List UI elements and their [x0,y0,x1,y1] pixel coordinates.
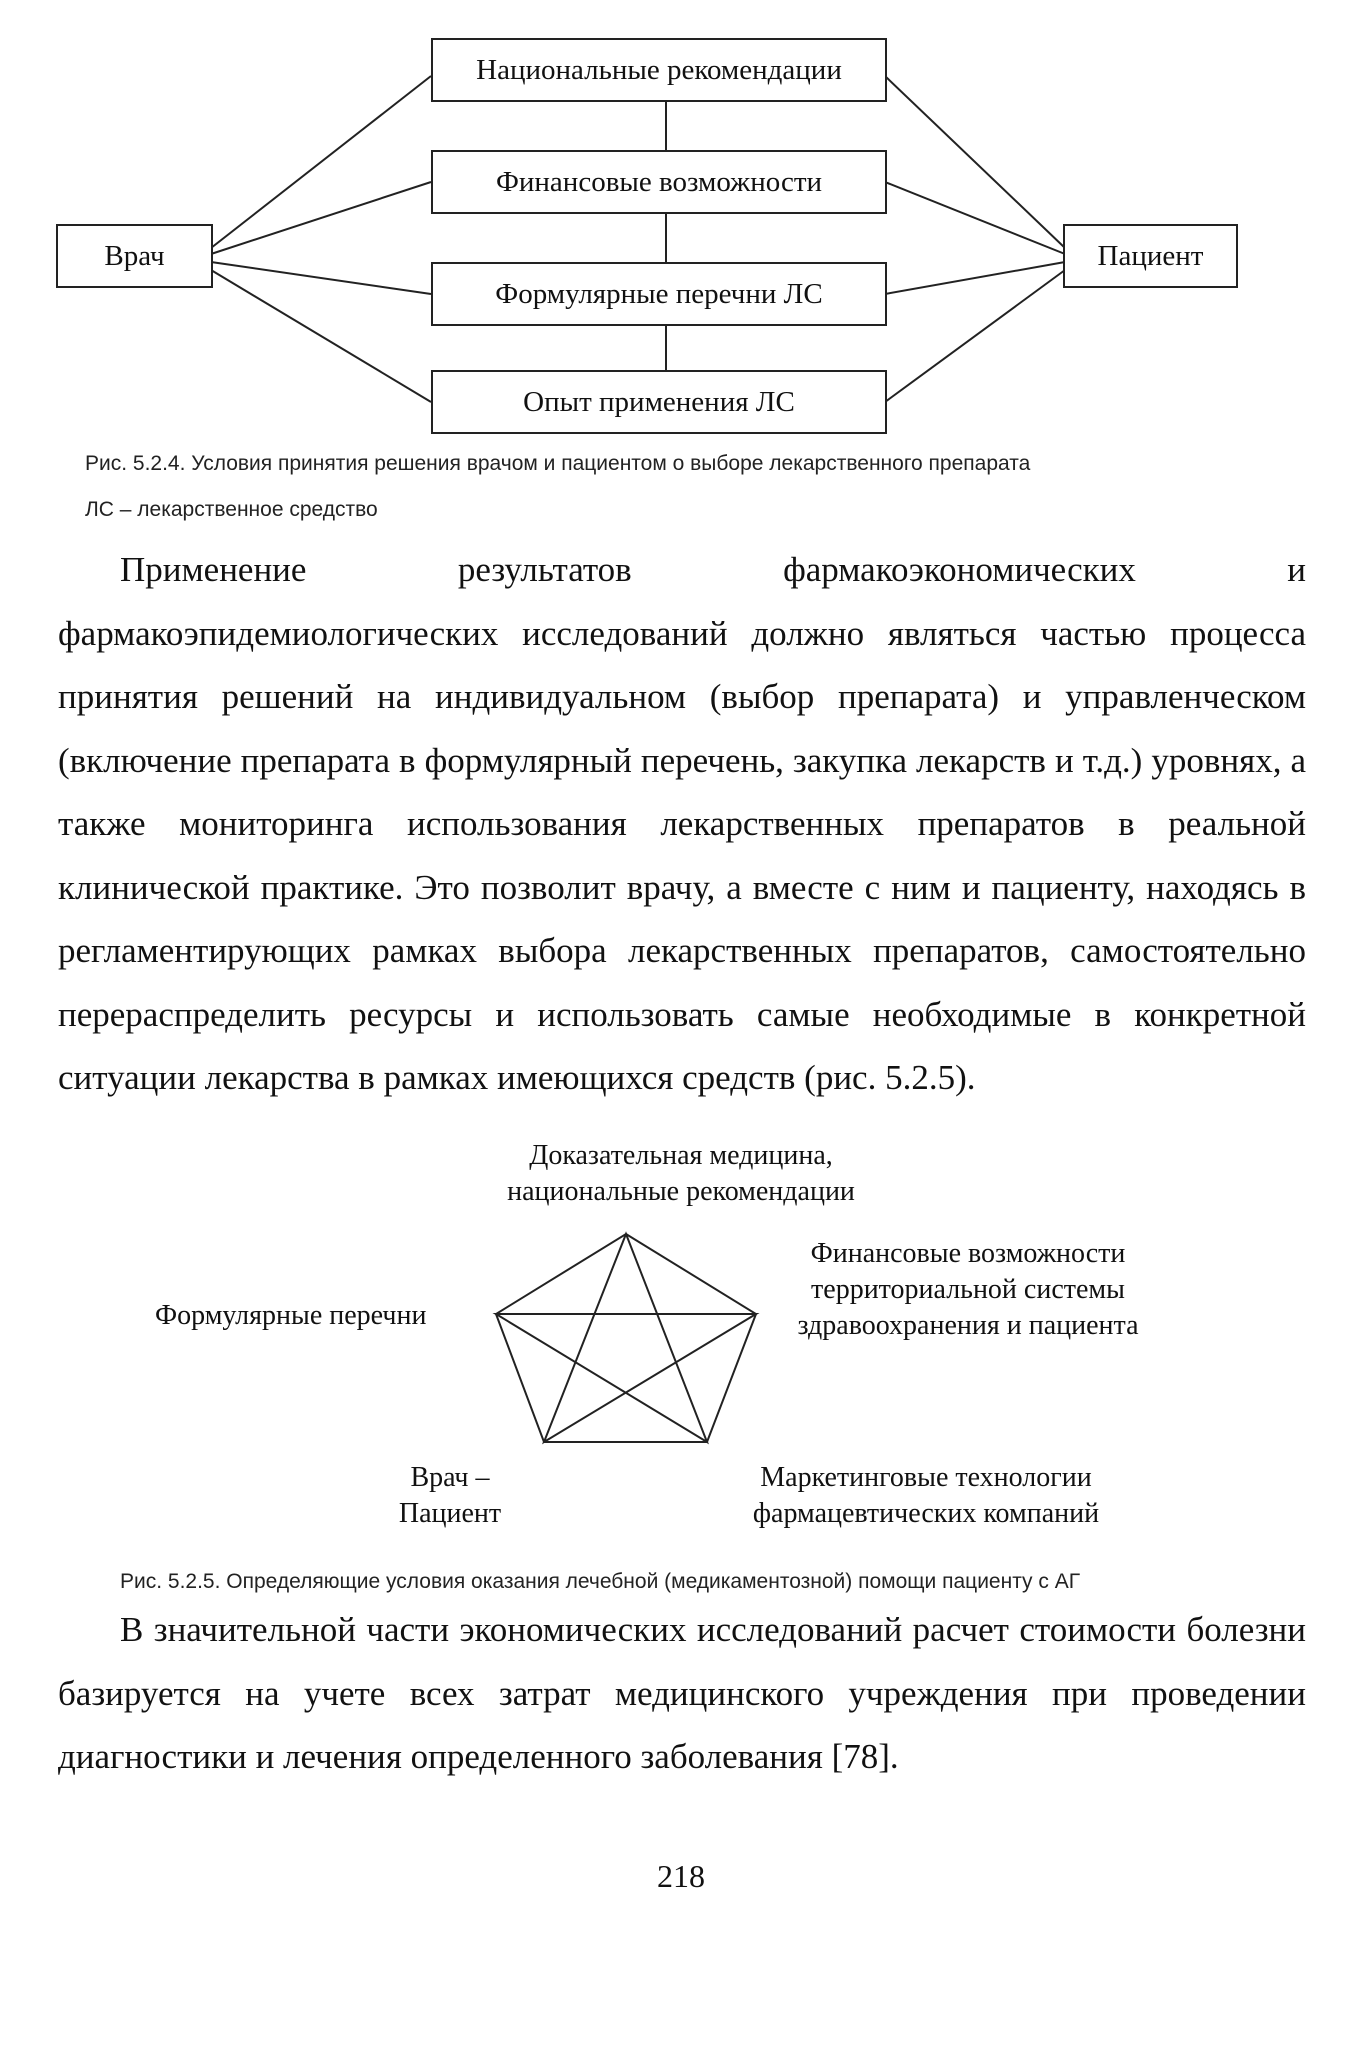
label-doctor-patient [380,1460,520,1532]
star-outline [496,1234,756,1442]
label-evidence-based-medicine [0,1138,1362,1210]
label-formulary-lists: Формулярные перечни [155,1300,427,1331]
label-marketing-technologies [716,1460,1136,1532]
patient-label: Пациент [1097,239,1204,272]
label-bottom-right-line-1: Маркетинговые технологии [760,1462,1092,1493]
financial-capacity-label: Финансовые возможности [495,165,823,198]
label-top-line-2: национальные рекомендации [507,1176,855,1207]
paragraph-1: Применение результатов фармакоэкономических и фармакоэпидемиологических исследований должно являться частью процесса принятия решений на индивидуальном (выбор препарата) и управленческом (включение препарата в формулярный перечень, закупка лекарств и т.д.) уровнях, а также мониторинга использования лекарственных препаратов в реальной клинической практике. Это позволит врачу, а вместе с ним и пациенту, находясь в регламентирующих рамках выбора лекарственных препаратов, самостоятельно перераспределить ресурсы и использовать самые необходимые в конкретной ситуации лекарства в рамках имеющихся средств (рис. 5.2.5). [58,550,1306,1097]
label-top-line-1: Доказательная медицина, [529,1140,833,1171]
national-guidelines-label: Национальные рекомендации [476,53,842,86]
label-right-line-2: территориальной системы [811,1274,1125,1305]
label-bottom-left-line-1: Врач – [410,1462,490,1493]
label-financial-capacity [780,1236,1156,1344]
formulary-lists-label: Формулярные перечни ЛС [495,277,823,310]
paragraph-2: В значительной части экономических исследований расчет стоимости болезни базируется на учете всех затрат медицинского учреждения при проведении диагностики и лечения определенного заболевания [78]. [58,1610,1306,1776]
usage-experience-label: Опыт применения ЛС [523,385,795,418]
label-bottom-right-line-2: фармацевтических компаний [752,1498,1100,1529]
page-number: 218 [657,1858,705,1894]
label-right-line-1: Финансовые возможности [810,1238,1126,1269]
figure-1-abbreviation: ЛС – лекарственное средство [85,498,378,521]
label-right-line-3: здравоохранения и пациента [797,1310,1139,1341]
figure-2-caption: Рис. 5.2.5. Определяющие условия оказания лечебной (медикаментозной) помощи пациенту с АГ [120,1570,1081,1593]
doctor-label: Врач [104,239,165,272]
label-bottom-left-line-2: Пациент [398,1498,502,1529]
figure-1-caption: Рис. 5.2.4. Условия принятия решения врачом и пациентом о выборе лекарственного препарата [85,452,1031,475]
